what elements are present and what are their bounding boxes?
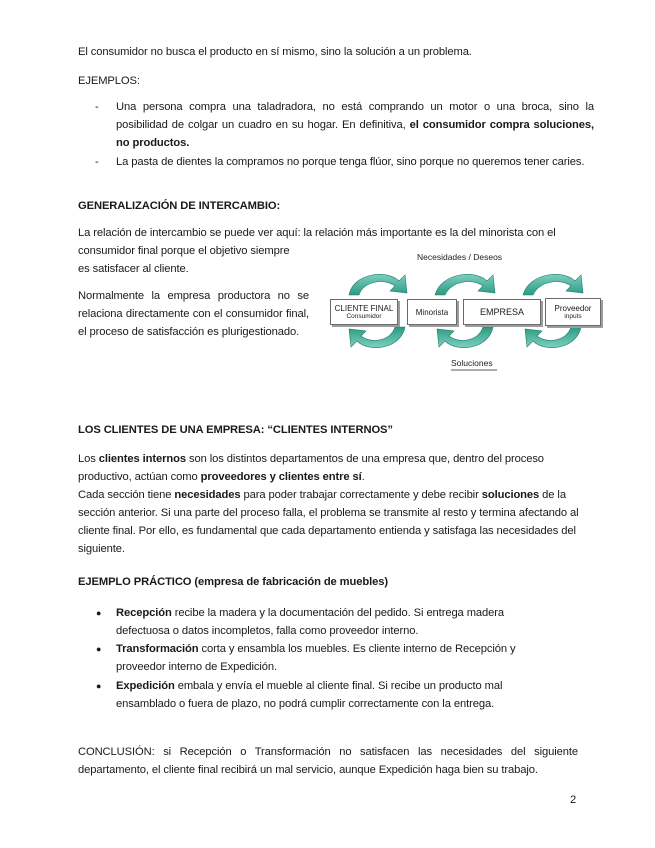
- p2-bold-soluciones: soluciones: [481, 489, 540, 501]
- generalization-heading: GENERALIZACIÓN DE INTERCAMBIO:: [78, 200, 281, 212]
- top-arrow-3: [523, 274, 583, 295]
- generalization-line-2: consumidor final porque el objetivo siempre: [78, 245, 290, 257]
- practical-item-recepcion: [116, 604, 546, 640]
- intro-text: El consumidor no busca el producto en sí mismo, sino la solución a un problema.: [78, 46, 472, 58]
- p2-part-a: Cada sección tiene: [78, 489, 175, 501]
- term-recepcion: Recepción: [116, 607, 172, 619]
- text-transformacion: corta y ensambla los muebles. Es cliente interno de Recepción y proveedor interno de Expedición.: [116, 643, 516, 673]
- practical-item-expedicion: [116, 677, 546, 713]
- bottom-arrow-1: [349, 327, 405, 348]
- box-cliente-final-subtitle: Consumidor: [346, 312, 382, 320]
- internal-clients-paragraph-1: [78, 450, 583, 486]
- generalization-line-1: La relación de intercambio se puede ver aquí: la relación más importante es la del minorista con el: [78, 227, 556, 239]
- p2-part-e: de la sección anterior. Si una parte del proceso falla, el problema se transmite al resto y termina afectando al cliente final. Por ello, es fundamental que cada departamento entienda y satisfaga las necesidades del siguiente.: [78, 489, 579, 555]
- text-recepcion: recibe la madera y la documentación del pedido. Si entrega madera defectuosa o datos incompletos, falla como proveedor interno.: [116, 607, 505, 637]
- box-proveedor-subtitle: inputs: [564, 312, 582, 320]
- p2-bold-necesidades: necesidades: [174, 489, 241, 501]
- generalization-paragraph: Normalmente la empresa productora no se relaciona directamente con el consumidor final, el proceso de satisfacción es plurigestionado.: [78, 290, 309, 338]
- box-minorista: [407, 299, 457, 325]
- text-expedicion: embala y envía el mueble al cliente final. Si recibe un producto mal ensamblado o fuera de plazo, no podrá cumplir correctamente con la entrega.: [116, 680, 503, 710]
- example-item-drill-text: Una persona compra una taladradora, no está comprando un motor o una broca, sino la posibilidad de colgar un cuadro en su hogar. En definitiva,: [116, 101, 594, 131]
- conclusion-paragraph: CONCLUSIÓN: si Recepción o Transformación no satisfacen las necesidades del siguiente departamento, el cliente final recibirá un mal servicio, aunque Expedición haga bien su trabajo.: [78, 746, 578, 776]
- diagram-bottom-label: Soluciones: [451, 358, 493, 368]
- box-cliente-final-title: CLIENTE FINAL: [334, 303, 394, 313]
- p1-part-e: .: [361, 471, 365, 483]
- top-arrow-2: [435, 274, 495, 295]
- box-minorista-title: Minorista: [415, 307, 449, 317]
- bottom-arrow-2: [437, 327, 493, 348]
- p1-part-a: Los: [78, 453, 99, 465]
- page-number: 2: [570, 794, 577, 806]
- internal-clients-heading: LOS CLIENTES DE UNA EMPRESA: “CLIENTES INTERNOS”: [78, 424, 393, 436]
- p1-part-c: son los distintos departamentos de una empresa que, dentro del proceso productivo, actúan como: [78, 453, 544, 483]
- example-item-drill: [116, 98, 594, 152]
- top-arrow-1: [349, 274, 407, 295]
- term-transformacion: Transformación: [116, 643, 199, 655]
- bullet-icon: ●: [96, 681, 102, 691]
- exchange-diagram: [327, 249, 607, 373]
- p1-bold-proveedores: proveedores y clientes entre sí: [200, 471, 362, 483]
- term-expedicion: Expedición: [116, 680, 175, 692]
- practical-heading: EJEMPLO PRÁCTICO (empresa de fabricación de muebles): [78, 576, 388, 588]
- box-empresa-title: EMPRESA: [479, 306, 524, 317]
- p1-bold-clientes-internos: clientes internos: [98, 453, 186, 465]
- generalization-line-3: es satisfacer al cliente.: [78, 263, 189, 275]
- practical-item-transformacion: [116, 640, 546, 676]
- examples-heading: EJEMPLOS:: [78, 75, 140, 87]
- bullet-icon: ●: [96, 644, 102, 654]
- box-empresa: [463, 299, 541, 325]
- list-dash: -: [95, 101, 99, 113]
- example-item-drill-bold: el consumidor compra soluciones, no productos.: [116, 119, 594, 149]
- list-dash: -: [95, 156, 99, 168]
- bottom-arrow-3: [525, 327, 581, 348]
- box-proveedor-title: Proveedor: [554, 303, 592, 313]
- diagram-top-label: Necesidades / Deseos: [417, 252, 503, 262]
- p2-part-c: para poder trabajar correctamente y debe recibir: [240, 489, 482, 501]
- box-proveedor: [545, 298, 601, 326]
- internal-clients-paragraph-2: [78, 486, 583, 558]
- example-item-toothpaste: La pasta de dientes la compramos no porque tenga flúor, sino porque no queremos tener caries.: [116, 156, 585, 168]
- bullet-icon: ●: [96, 608, 102, 618]
- box-cliente-final: [330, 299, 398, 325]
